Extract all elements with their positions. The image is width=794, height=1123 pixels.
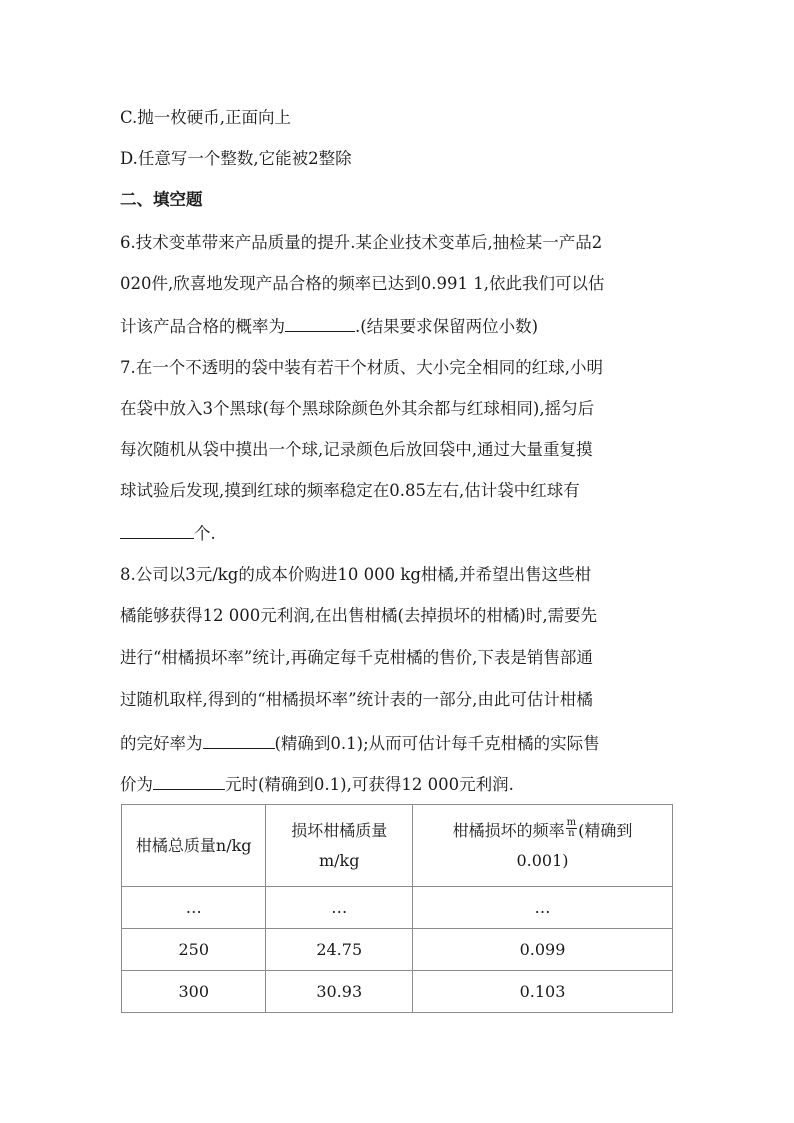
fraction-numerator: m (566, 816, 577, 828)
fraction-denominator: n (568, 827, 575, 839)
table-cell: 250 (122, 929, 266, 971)
table-cell: 0.099 (412, 929, 672, 971)
question-7-line-4: 球试验后发现,摸到红球的频率稳定在0.85左右,估计袋中红球有 (120, 481, 580, 500)
table-cell: … (412, 887, 672, 929)
question-8-line-5 (120, 732, 680, 754)
table-row (122, 887, 673, 929)
question-8-line-4: 过随机取样,得到的“柑橘损坏率”统计表的一部分,由此可估计柑橘 (120, 690, 593, 709)
table-header-row (122, 805, 673, 887)
fraction-m-over-n (566, 818, 577, 839)
section-heading: 二、填空题 (120, 190, 203, 209)
option-c: C.抛一枚硬币,正面向上 (120, 108, 292, 127)
table-row (122, 971, 673, 1013)
damage-rate-table (121, 804, 673, 1013)
question-8-text-b: (精确到0.1);从而可估计每千克柑橘的实际售 (274, 734, 600, 753)
table-cell: 0.103 (412, 971, 672, 1013)
question-6-line-3 (120, 315, 680, 337)
question-8-text-a: 的完好率为 (120, 734, 203, 753)
header-precision-label: (精确到 (578, 820, 633, 840)
header-damaged-mass-line-1: 损坏柑橘质量 (291, 820, 388, 840)
question-8-text-d: 元时(精确到0.1),可获得12 000元利润. (225, 775, 514, 794)
question-7-line-2: 在袋中放入3个黑球(每个黑球除颜色外其余都与红球相同),摇匀后 (120, 399, 595, 418)
question-7-text-end: 个. (194, 524, 216, 543)
header-total-mass: 柑橘总质量n/kg (122, 805, 266, 887)
question-7-line-5 (120, 522, 680, 544)
question-8-line-3: 进行“柑橘损坏率”统计,再确定每千克柑橘的售价,下表是销售部通 (120, 648, 593, 667)
header-frequency-label: 柑橘损坏的频率 (452, 820, 565, 840)
answer-blank-q8-rate[interactable] (203, 732, 275, 749)
table-cell: … (266, 887, 413, 929)
question-7-line-3: 每次随机从袋中摸出一个球,记录颜色后放回袋中,通过大量重复摸 (120, 440, 593, 459)
question-6-line-2: 020件,欣喜地发现产品合格的频率已达到0.991 1,依此我们可以估 (120, 274, 605, 293)
question-8-line-1: 8.公司以3元/kg的成本价购进10 000 kg柑橘,并希望出售这些柑 (120, 565, 592, 584)
table-cell: 24.75 (266, 929, 413, 971)
table-cell: 300 (122, 971, 266, 1013)
question-6-text-a: 计该产品合格的概率为 (120, 317, 285, 336)
table-cell: 30.93 (266, 971, 413, 1013)
answer-blank-q7[interactable] (120, 522, 194, 539)
answer-blank-q6[interactable] (285, 315, 355, 332)
answer-blank-q8-price[interactable] (153, 773, 225, 790)
header-damaged-mass-line-2: m/kg (318, 850, 360, 870)
question-8-line-2: 橘能够获得12 000元利润,在出售柑橘(去掉损坏的柑橘)时,需要先 (120, 606, 598, 625)
header-damage-frequency-line-2: 0.001) (516, 850, 569, 870)
table-cell: … (122, 887, 266, 929)
question-6-text-b: .(结果要求保留两位小数) (355, 317, 539, 336)
question-6-line-1: 6.技术变革带来产品质量的提升.某企业技术变革后,抽检某一产品2 (120, 233, 603, 252)
header-damage-frequency-line-1 (413, 816, 672, 846)
question-7-line-1: 7.在一个不透明的袋中装有若干个材质、大小完全相同的红球,小明 (120, 358, 603, 377)
header-damaged-mass (266, 805, 413, 887)
question-8-text-c: 价为 (120, 775, 153, 794)
question-8-line-6 (120, 773, 680, 795)
header-damage-frequency (412, 805, 672, 887)
option-d: D.任意写一个整数,它能被2整除 (120, 149, 352, 168)
table-row (122, 929, 673, 971)
